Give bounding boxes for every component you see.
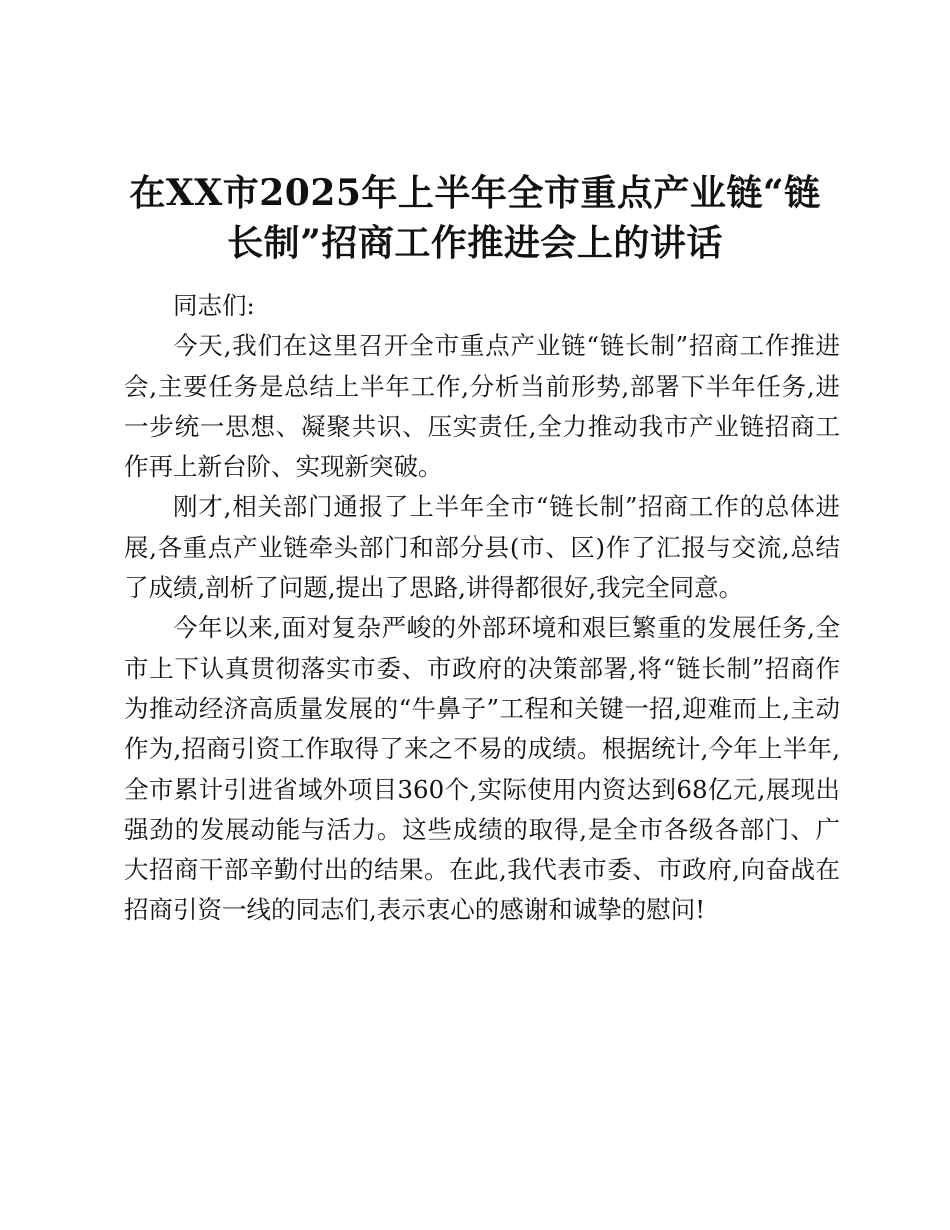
document-title: 在XX市2025年上半年全市重点产业链“链长制”招商工作推进会上的讲话 (129, 172, 821, 264)
document-body (124, 286, 840, 931)
paragraph-opening: 今天,我们在这里召开全市重点产业链“链长制”招商工作推进会,主要任务是总结上半年工作,分析当前形势,部署下半年任务,进一步统一思想、凝聚共识、压实责任,全力推动我市产业链招商工作再上新台阶、实现新突破。 (124, 331, 840, 482)
salutation: 同志们: (173, 291, 255, 320)
paragraph-achievements: 今年以来,面对复杂严峻的外部环境和艰巨繁重的发展任务,全市上下认真贯彻落实市委、市政府的决策部署,将“链长制”招商作为推动经济高质量发展的“牛鼻子”工程和关键一招,迎难而上,主动作为,招商引资工作取得了来之不易的成绩。根据统计,今年上半年,全市累计引进省域外项目360个,实际使用内资达到68亿元,展现出强劲的发展动能与活力。这些成绩的取得,是全市各级各部门、广大招商干部辛勤付出的结果。在此,我代表市委、市政府,向奋战在招商引资一线的同志们,表示衷心的感谢和诚挚的慰问! (124, 613, 840, 925)
paragraph-reports: 刚才,相关部门通报了上半年全市“链长制”招商工作的总体进展,各重点产业链牵头部门和部分县(市、区)作了汇报与交流,总结了成绩,剖析了问题,提出了思路,讲得都很好,我完全同意。 (124, 492, 840, 603)
